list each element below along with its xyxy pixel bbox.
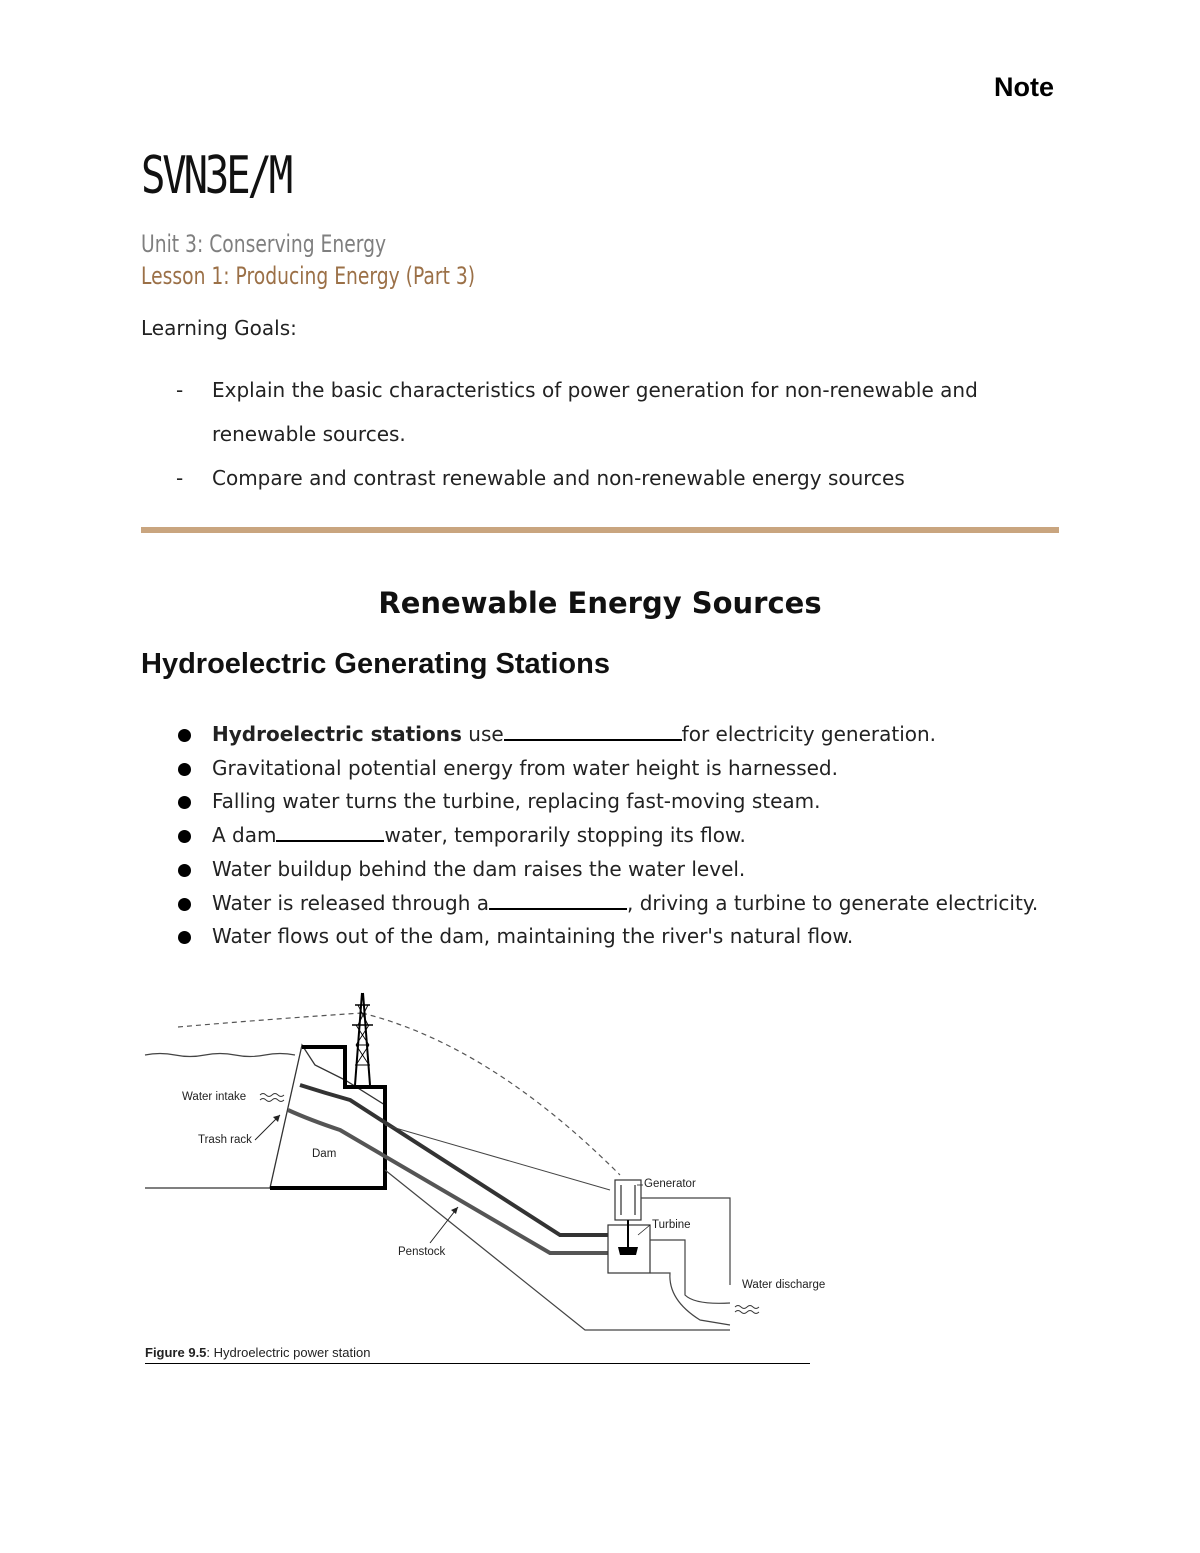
bullet-dot — [178, 931, 191, 944]
list-item — [176, 718, 1076, 752]
transmission-tower — [352, 993, 373, 1085]
section-divider — [141, 527, 1059, 533]
bullet-dot — [178, 830, 191, 843]
list-item-text: Falling water turns the turbine, replacing fast-moving steam. — [212, 789, 821, 814]
list-item-text: Water flows out of the dam, maintaining the river's natural flow. — [212, 924, 854, 949]
course-code: SVN3E/M — [141, 146, 291, 206]
fill-in-blank[interactable] — [504, 721, 682, 741]
turbine-label: Turbine — [652, 1219, 691, 1231]
list-item — [176, 752, 1076, 786]
sentence-end: for electricity generation. — [681, 722, 937, 746]
fill-in-blank[interactable] — [276, 822, 384, 842]
discharge-channel — [650, 1240, 730, 1303]
caption-rule — [145, 1363, 810, 1364]
hydroelectric-station-diagram — [140, 985, 840, 1340]
reservoir-surface — [145, 1054, 295, 1057]
sentence-end: , driving a turbine to generate electricity. — [627, 890, 1039, 915]
bullet-dot — [178, 763, 191, 776]
water-intake-label: Water intake — [182, 1091, 247, 1103]
list-item — [176, 887, 1076, 921]
sentence-start: A dam — [212, 823, 277, 848]
key-term: Hydroelectric stations — [212, 722, 462, 746]
figure-caption — [145, 1345, 370, 1360]
bullet-dot — [178, 898, 191, 911]
dash-bullet: - — [176, 466, 184, 490]
notes-bullet-list — [176, 718, 1076, 954]
penstock-label: Penstock — [398, 1246, 446, 1258]
section-title: Renewable Energy Sources — [378, 586, 822, 620]
bullet-dot — [178, 796, 191, 809]
list-item-text: Gravitational potential energy from water height is harnessed. — [212, 755, 838, 780]
water-wave-icon — [735, 1306, 759, 1314]
list-item — [176, 785, 1076, 819]
list-item-text: Water buildup behind the dam raises the water level. — [212, 856, 746, 881]
slope-line — [385, 1125, 610, 1190]
water-wave-icon — [260, 1094, 284, 1102]
dam-label: Dam — [312, 1148, 337, 1160]
note-label: Note — [994, 72, 1054, 102]
learning-goals-heading: Learning Goals: — [141, 316, 297, 340]
list-item — [176, 819, 1076, 853]
list-item — [176, 920, 1076, 954]
subsection-title: Hydroelectric Generating Stations — [141, 648, 610, 680]
bullet-dot — [178, 729, 191, 742]
water-discharge-label: Water discharge — [742, 1279, 826, 1291]
power-line — [178, 1013, 362, 1027]
turbine-icon — [618, 1247, 638, 1255]
list-item — [176, 853, 1076, 887]
unit-title: Unit 3: Conserving Energy — [141, 230, 387, 258]
power-line — [362, 1013, 620, 1175]
learning-goal-text: Compare and contrast renewable and non-renewable energy sources — [212, 466, 905, 490]
learning-goal-item — [176, 368, 1056, 456]
sentence-end: water, temporarily stopping its flow. — [384, 823, 746, 848]
trash-rack-label: Trash rack — [198, 1134, 252, 1146]
fill-in-blank[interactable] — [489, 890, 627, 910]
figure-number: Figure 9.5 — [145, 1345, 207, 1360]
figure-caption-text: : Hydroelectric power station — [206, 1345, 371, 1360]
learning-goal-item — [176, 456, 1056, 500]
learning-goal-text: Explain the basic characteristics of power generation for non-renewable and renewable sources. — [212, 378, 978, 446]
sentence-start: use — [461, 722, 504, 746]
bullet-dot — [178, 864, 191, 877]
generator-label: Generator — [644, 1178, 696, 1190]
sentence-start: Water is released through a — [212, 890, 489, 915]
generator-housing — [615, 1180, 641, 1220]
lesson-title: Lesson 1: Producing Energy (Part 3) — [141, 262, 476, 290]
dash-bullet: - — [176, 378, 184, 402]
